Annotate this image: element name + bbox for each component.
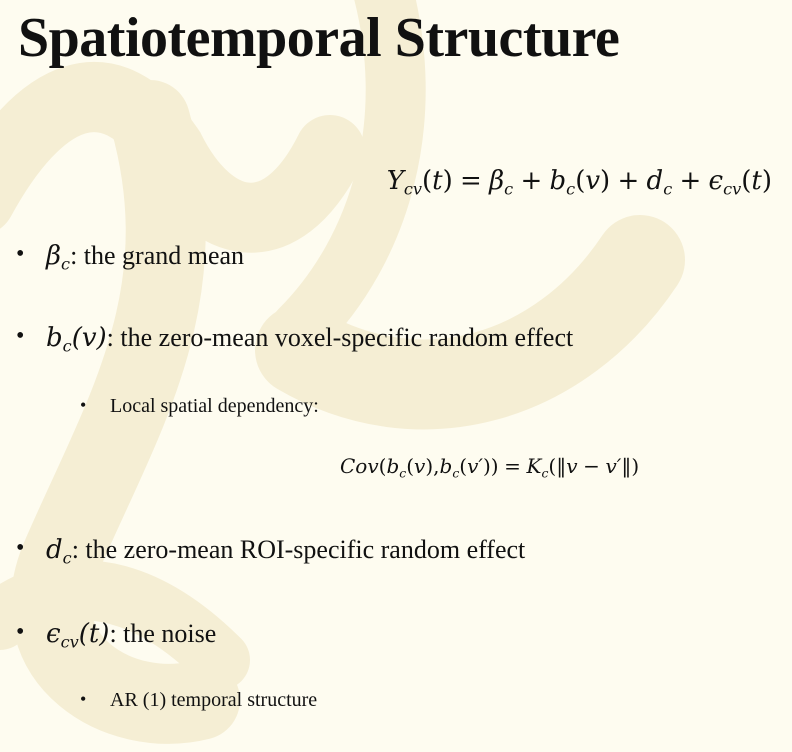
covariance-equation: $Cov(b_c(v),b_c(v'))$ = $K_c(‖v$ − v′‖) <box>340 454 640 481</box>
slide-title: Spatiotemporal Structure <box>18 7 620 69</box>
bullet-dot: • <box>80 689 87 709</box>
bullet-dot: • <box>16 241 25 267</box>
bullet-dot: • <box>16 323 25 349</box>
slide: Spatiotemporal Structure $Y_{cv}(t) = \beta_c + b_c(v) + d_c + \epsilon_{cv}(t)$ • $\beta_c$: the grand mean • $b_c(v)$: the zero-mean voxel-specific random effect • Local spatial dependency: $Cov(b_c(v),b_c(v'))$ = $K_c(‖v$ − v′‖) • $d_c$: the zero-mean ROI-specific random effect • $\epsilon_{cv}(t)$: the noise • AR (1) temporal structure <box>0 0 792 752</box>
bullet-dot: • <box>16 619 25 645</box>
model-equation: $Y_{cv}(t) = \beta_c + b_c(v) + d_c + \epsilon_{cv}(t)$ <box>386 166 772 199</box>
bullet-dot: • <box>16 535 25 561</box>
bullet-dot: • <box>80 395 87 415</box>
